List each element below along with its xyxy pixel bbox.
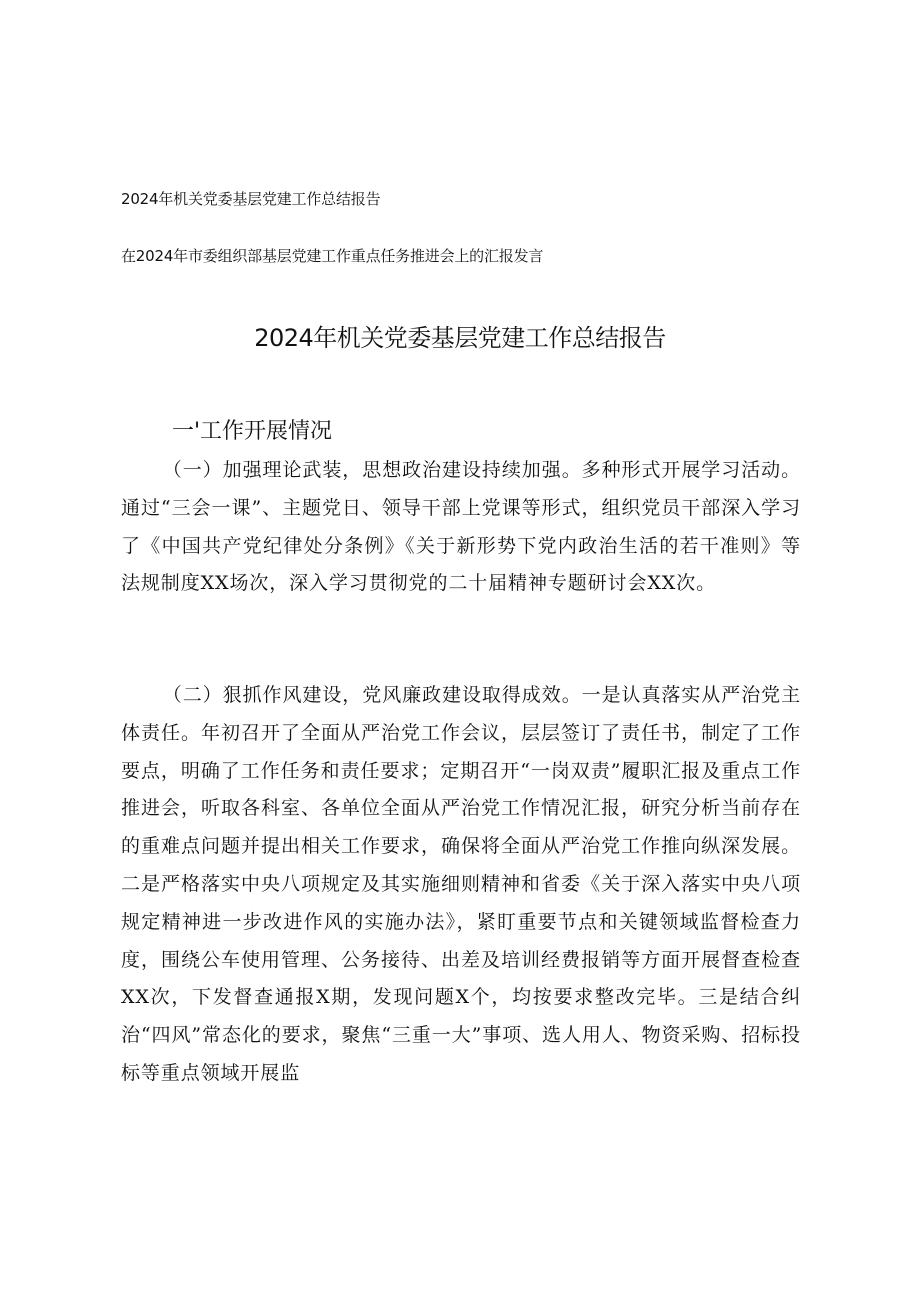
paragraph-2: （二）狠抓作风建设，党风廉政建设取得成效。一是认真落实从严治党主体责任。年初召开了全面从严治党工作会议，层层签订了责任书，制定了工作要点，明确了工作任务和责任要求；定期召开“一岗双责”履职汇报及重点工作推进会，听取各科室、各单位全面从严治党工作情况汇报，研究分析当前存在的重难点问题并提出相关工作要求，确保将全面从严治党工作推向纵深发展。二是严格落实中央八项规定及其实施细则精神和省委《关于深入落实中央八项规定精神进一步改进作风的实施办法》，紧盯重要节点和关键领域监督检查力度，围绕公车使用管理、公务接待、出差及培训经费报销等方面开展督查检查XX次，下发督查通报X期，发现问题X个，均按要求整改完毕。三是结合纠治“四风”常态化的要求，聚焦“三重一大”事项、选人用人、物资采购、招标投标等重点领域开展监 <box>121 684 801 1084</box>
section-heading: 一'工作开展情况 <box>172 419 333 444</box>
toc-entry-2: 在2024年市委组织部基层党建工作重点任务推进会上的汇报发言 <box>121 247 544 265</box>
toc-entry-1: 2024年机关党委基层党建工作总结报告 <box>121 190 381 208</box>
document-title: 2024年机关党委基层党建工作总结报告 <box>254 324 666 352</box>
paragraph-1: （一）加强理论武装，思想政治建设持续加强。多种形式开展学习活动。通过“三会一课”、主题党日、领导干部上党课等形式，组织党员干部深入学习了《中国共产党纪律处分条例》《关于新形势下党内政治生活的若干准则》等法规制度XX场次，深入学习贯彻党的二十届精神专题研讨会XX次。 <box>121 459 801 595</box>
